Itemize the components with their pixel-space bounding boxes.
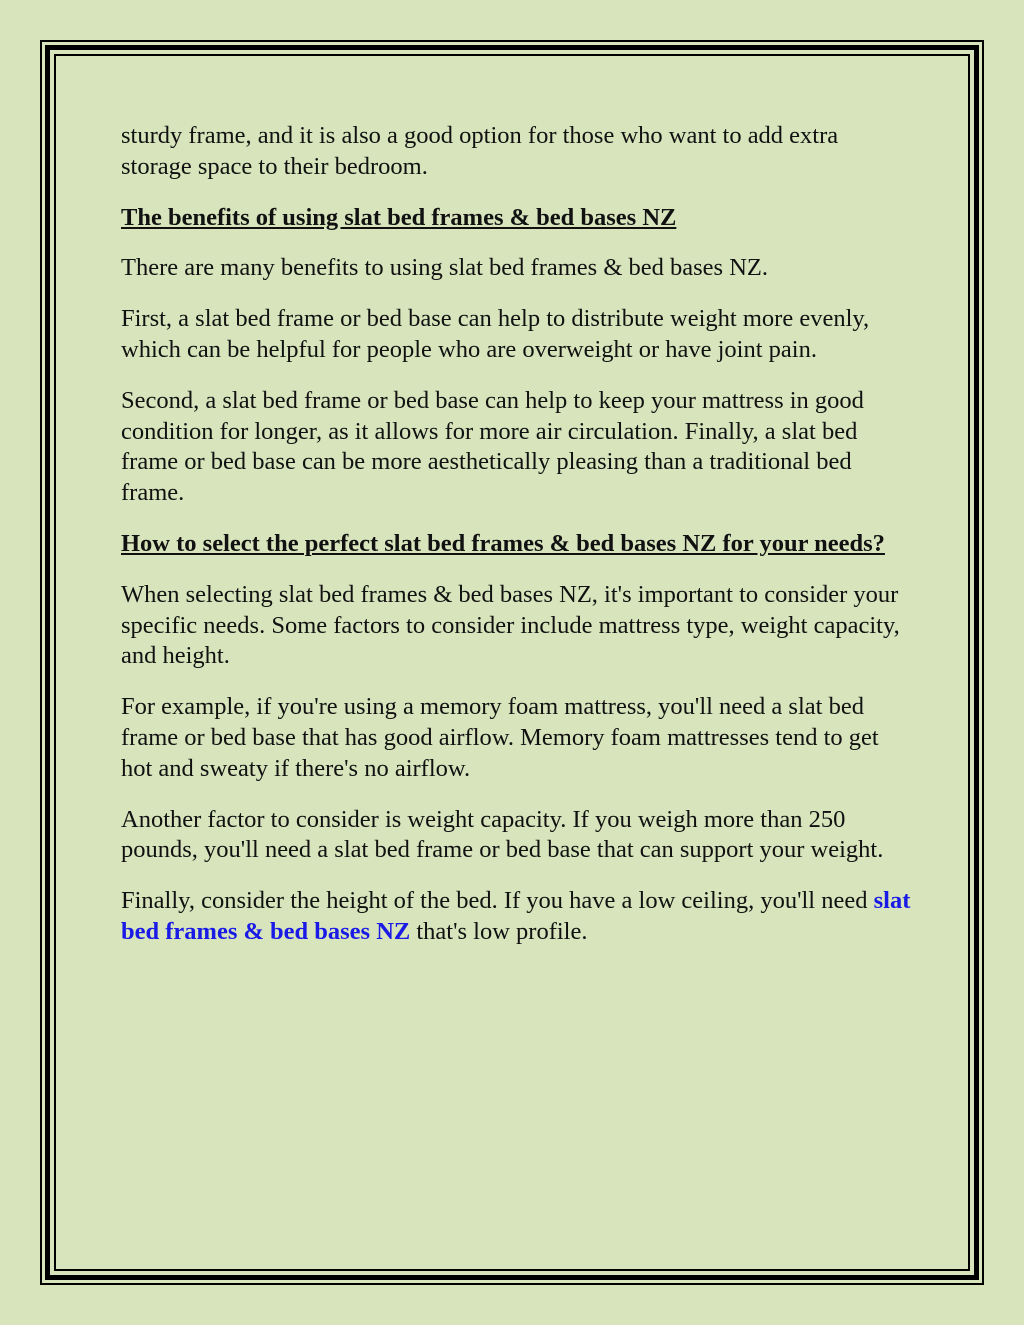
section-heading-selection: How to select the perfect slat bed frames & bed bases NZ for your needs? — [121, 529, 885, 557]
document-body — [121, 121, 911, 968]
benefits-paragraph-3: Second, a slat bed frame or bed base can help to keep your mattress in good condition for longer, as it allows for more air circulation. Finally, a slat bed frame or bed base can be more aesthetically pleasing than a traditional bed frame. — [121, 386, 864, 507]
benefits-paragraph-2: First, a slat bed frame or bed base can help to distribute weight more evenly, which can be helpful for people who are overweight or have joint pain. — [121, 305, 870, 363]
section-heading-benefits: The benefits of using slat bed frames & bed bases NZ — [121, 203, 677, 231]
selection-paragraph-3: Another factor to consider is weight capacity. If you weigh more than 250 pounds, you'll need a slat bed frame or bed base that can support your weight. — [121, 805, 884, 864]
final-text-before: Finally, consider the height of the bed. If you have a low ceiling, you'll need — [121, 887, 874, 915]
slat-bed-frames-link[interactable]: slat bed frames & bed bases NZ — [121, 887, 911, 945]
final-text-after: that's low profile. — [410, 917, 588, 945]
selection-paragraph-2: For example, if you're using a memory foam mattress, you'll need a slat bed frame or bed base that has good airflow. Memory foam mattresses tend to get hot and sweaty if there's no airflow. — [121, 693, 879, 782]
benefits-paragraph-1: There are many benefits to using slat bed frames & bed bases NZ. — [121, 254, 769, 282]
intro-paragraph: sturdy frame, and it is also a good option for those who want to add extra storage space to their bedroom. — [121, 122, 839, 180]
selection-paragraph-1: When selecting slat bed frames & bed bases NZ, it's important to consider your specific needs. Some factors to consider include mattress type, weight capacity, and height. — [121, 580, 900, 670]
selection-paragraph-final — [121, 886, 911, 948]
